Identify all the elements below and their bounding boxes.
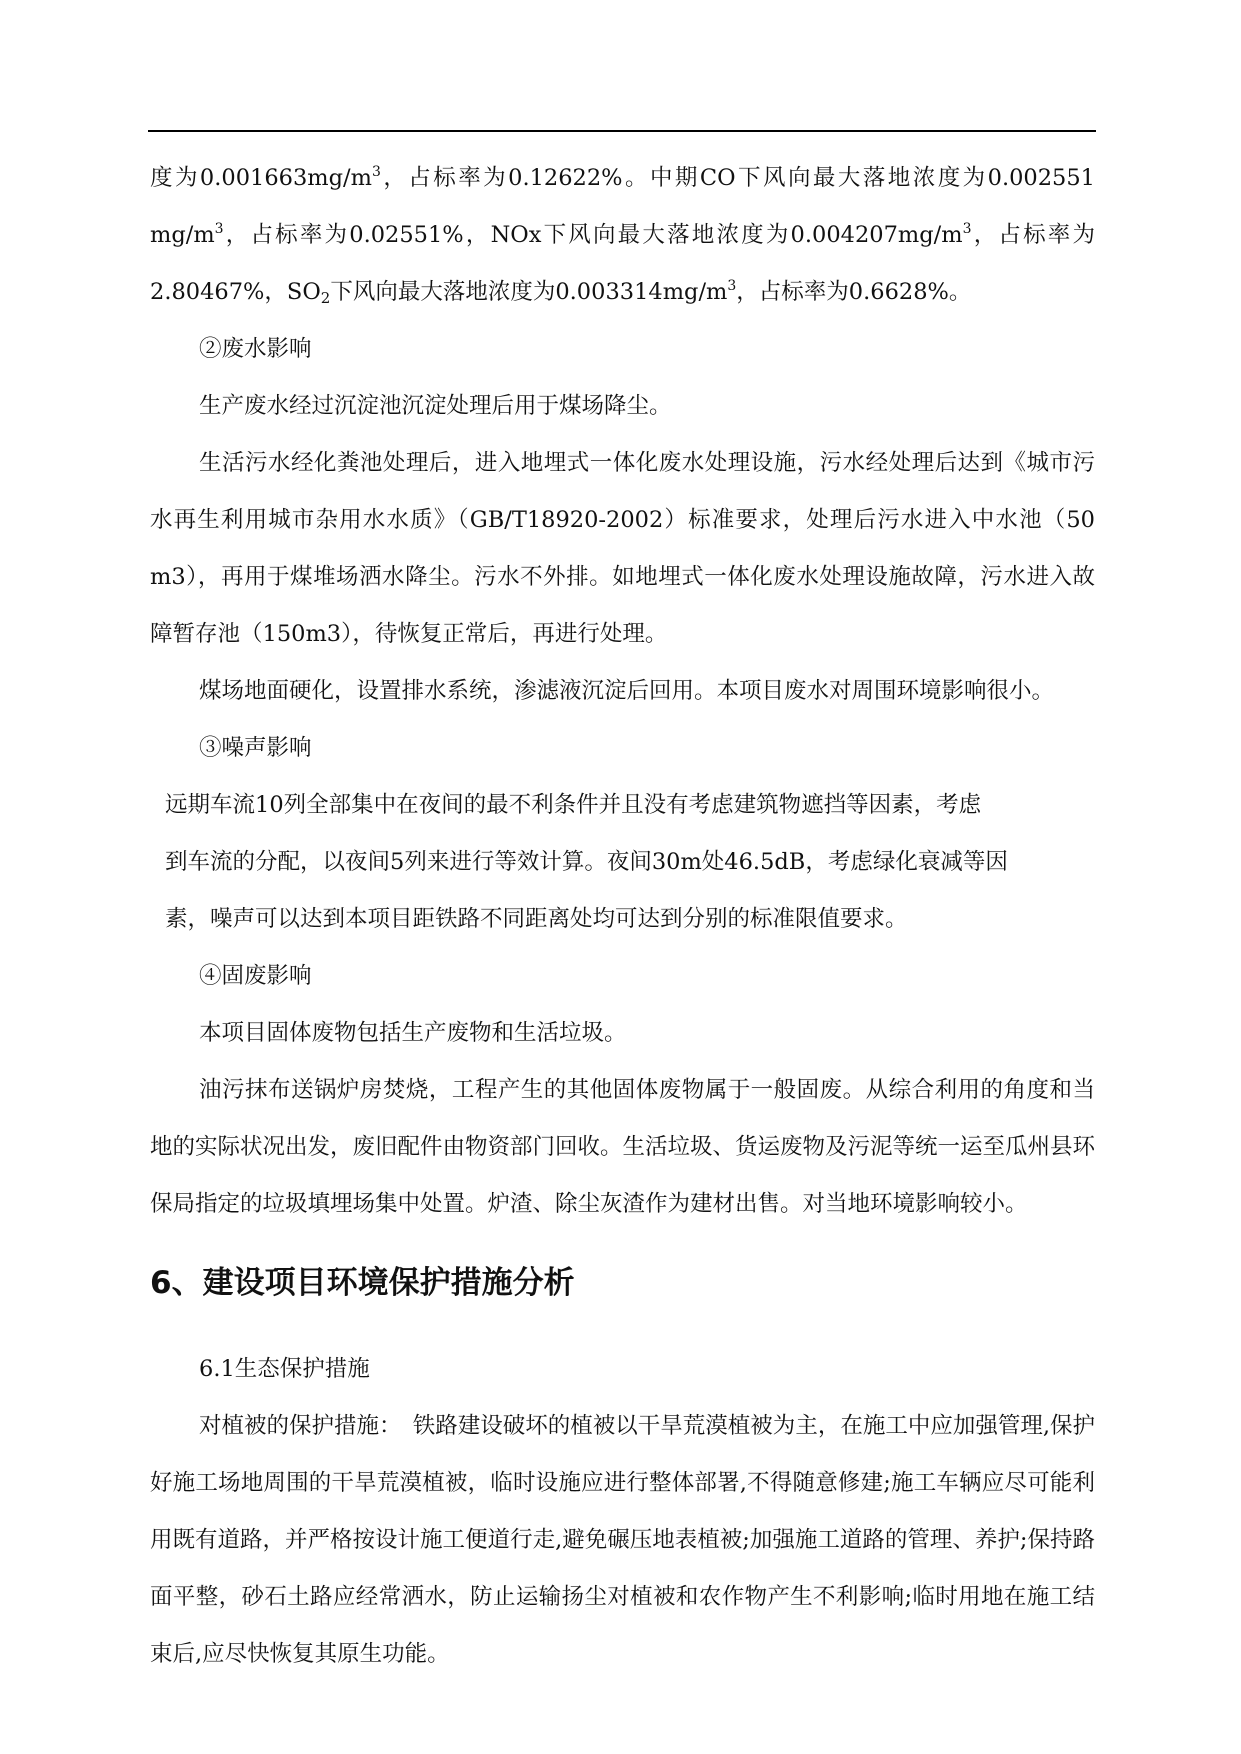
noise-line-2: 到车流的分配，以夜间5列来进行等效计算。夜间30m处46.5dB，考虑绿化衰减等因: [165, 849, 1008, 875]
superscript: 3: [962, 221, 972, 237]
subscript: 2: [320, 289, 331, 307]
text-span: 下风向最大落地浓度为0.003314mg/m: [330, 279, 728, 305]
air-impact-paragraph: [150, 150, 1095, 321]
wastewater-title: ②废水影响: [199, 336, 312, 362]
superscript: 3: [214, 221, 224, 237]
noise-line-3: 素，噪声可以达到本项目距铁路不同距离处均可达到分别的标准限值要求。: [165, 906, 908, 932]
text-span: ，占标率为2.80467%，SO: [150, 222, 1095, 305]
solid-waste-para-2: 油污抹布送锅炉房焚烧，工程产生的其他固体废物属于一般固废。从综合利用的角度和当地的实际状况出发，废旧配件由物资部门回收。生活垃圾、货运废物及污泥等统一运至瓜州县环保局指定的垃圾填埋场集中处置。炉渣、除尘灰渣作为建材出售。对当地环境影响较小。: [150, 1077, 1096, 1217]
noise-line-1: 远期车流10列全部集中在夜间的最不利条件并且没有考虑建筑物遮挡等因素，考虑: [165, 792, 982, 818]
section-heading: 6、建设项目环境保护措施分析: [150, 1265, 575, 1301]
text-span: ，占标率为0.12622%。中期CO下风向最大落地浓度为0.002551 mg/m: [150, 165, 1095, 248]
text-span: ，占标率为0.02551%，NOx下风向最大落地浓度为0.004207mg/m: [223, 222, 963, 248]
solid-waste-para-1: 本项目固体废物包括生产废物和生活垃圾。: [199, 1020, 627, 1046]
wastewater-para-2: 生活污水经化粪池处理后，进入地埋式一体化废水处理设施，污水经处理后达到《城市污水再生利用城市杂用水水质》（GB/T18920-2002）标准要求，处理后污水进入中水池（50 m3），再用于煤堆场洒水降尘。污水不外排。如地埋式一体化废水处理设施故障，污水进入故障暂存池（150m3），待恢复正常后，再进行处理。: [150, 450, 1095, 647]
wastewater-para-1: 生产废水经过沉淀池沉淀处理后用于煤场降尘。: [199, 393, 672, 419]
superscript: 3: [371, 164, 381, 180]
text-span: 度为0.001663mg/m: [150, 165, 372, 191]
vegetation-protection-para: 对植被的保护措施： 铁路建设破坏的植被以干旱荒漠植被为主，在施工中应加强管理,保护好施工场地周围的干旱荒漠植被，临时设施应进行整体部署,不得随意修建;施工车辆应尽可能利用既有道路，并严格按设计施工便道行走,避免碾压地表植被;加强施工道路的管理、养护;保持路面平整，砂石土路应经常洒水，防止运输扬尘对植被和农作物产生不利影响;临时用地在施工结束后,应尽快恢复其原生功能。: [150, 1413, 1095, 1667]
wastewater-para-3: 煤场地面硬化，设置排水系统，渗滤液沉淀后回用。本项目废水对周围环境影响很小。: [199, 678, 1055, 704]
subsection-heading: 6.1生态保护措施: [199, 1356, 370, 1382]
noise-title: ③噪声影响: [199, 735, 312, 761]
solid-waste-title: ④固废影响: [199, 963, 312, 989]
text-span: ，占标率为0.6628%。: [736, 279, 972, 305]
document-body: [150, 150, 1095, 1683]
superscript: 3: [727, 278, 737, 294]
header-rule: [148, 130, 1096, 132]
